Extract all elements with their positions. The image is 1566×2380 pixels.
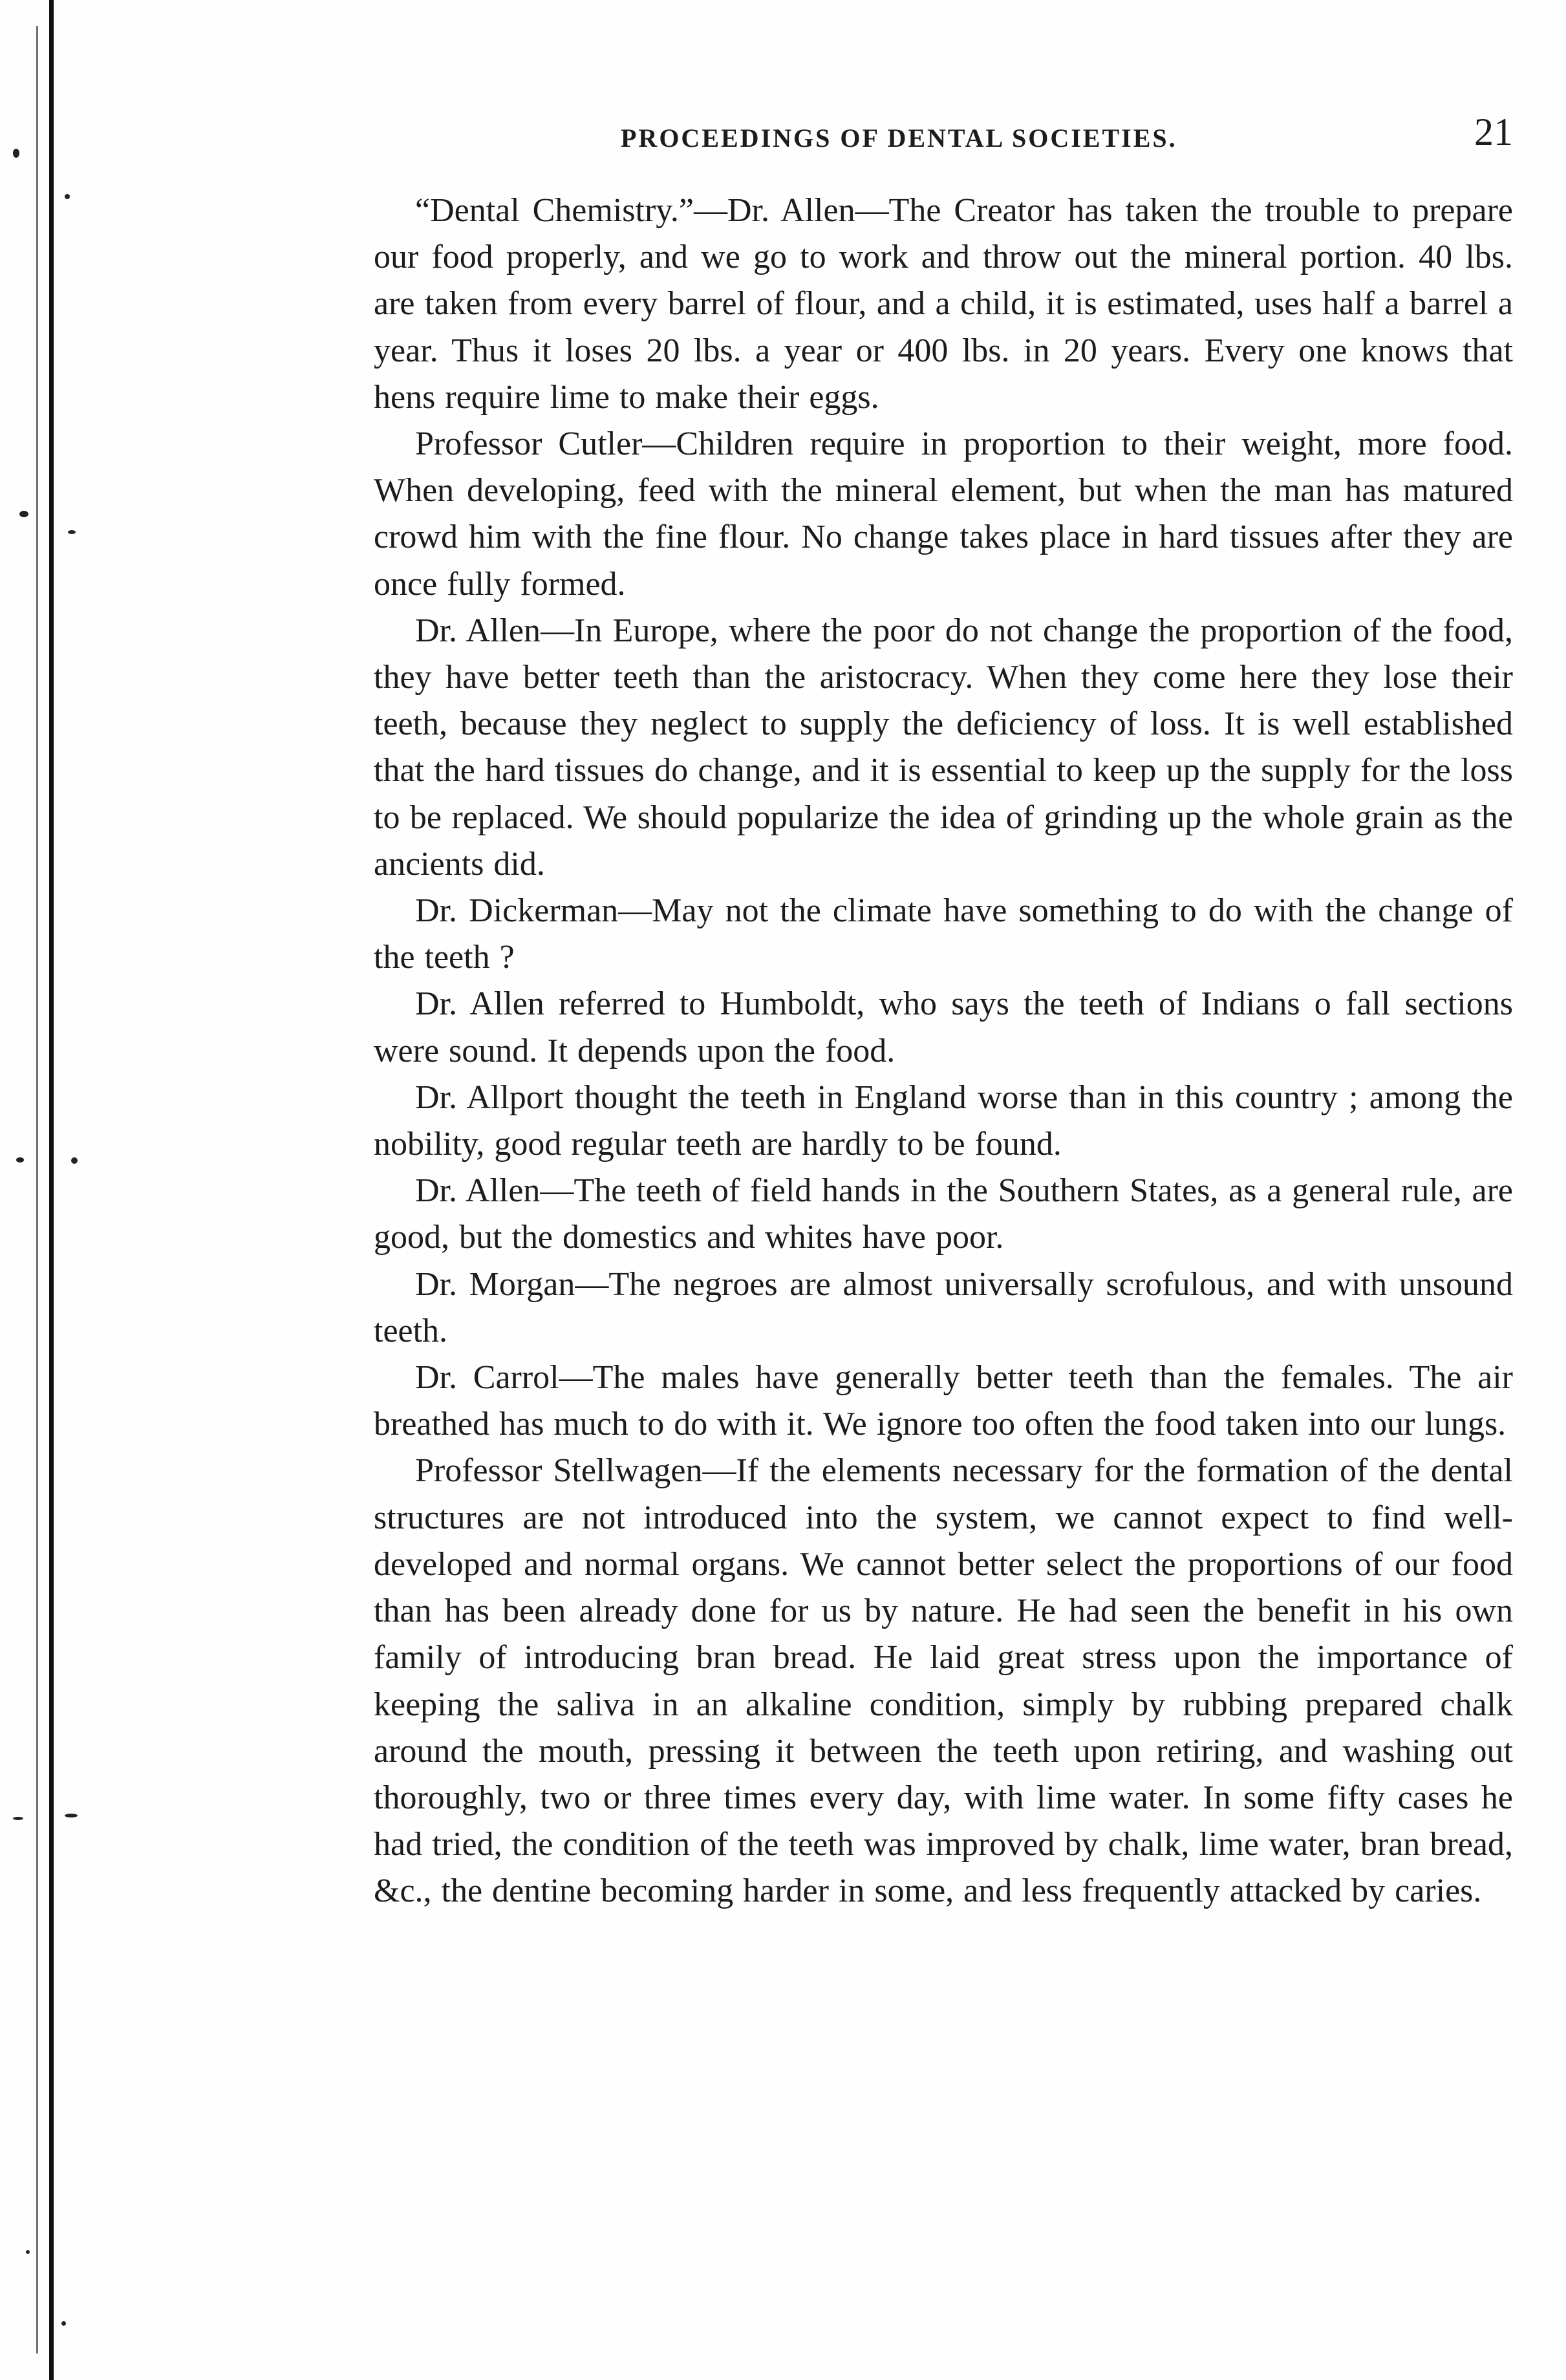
speaker: Dr. Allen— [415, 1172, 574, 1210]
scan-speck [68, 530, 76, 534]
scan-speck [71, 1157, 78, 1164]
body-text [374, 188, 1513, 1915]
paragraph [374, 1075, 1513, 1168]
scan-speck [13, 1817, 23, 1820]
scan-speck [65, 194, 70, 199]
paragraph-text: In Europe, where the poor do not change the proportion of the food, they have better teeth than the aristocracy. When they come here they lose their teeth, because they neglect to supply the deficiency of loss. It is well established that the hard tissues do change, and it is essential to keep up the supply for the loss to be replaced. We should popularize the idea of grinding up the whole grain as the ancients did. [374, 612, 1513, 883]
paragraph-text: If the elements necessary for the formation of the dental structures are not introduced into the system, we cannot expect to find well-developed and normal organs. We cannot better select the proportions of our food than has been already done for us by nature. He had seen the benefit in his own family of introducing bran bread. He laid great stress upon the importance of keeping the saliva in an alkaline condition, simply by rubbing prepared chalk around the mouth, pressing it between the teeth upon retiring, and washing out thoroughly, two or three times every day, with lime water. In some fifty cases he had tried, the condition of the teeth was improved by chalk, lime water, bran bread, &c., the dentine becoming harder in some, and less frequently attacked by caries. [374, 1452, 1513, 1910]
paragraph [374, 888, 1513, 981]
binding-rule [49, 0, 54, 2380]
paragraph-text: May not the climate have something to do with the change of the teeth ? [374, 892, 1513, 976]
speaker: “Dental Chemistry.”—Dr. Allen— [415, 192, 889, 229]
scan-speck [16, 1157, 24, 1163]
paragraph [374, 188, 1513, 421]
page-header [375, 110, 1513, 162]
speaker: Professor Stellwagen— [415, 1452, 736, 1490]
paragraph-text: The negroes are almost universally scrofulous, and with unsound teeth. [374, 1265, 1513, 1349]
paragraph-text: The teeth of field hands in the Southern States, as a general rule, are good, but the domestics and whites have poor. [374, 1172, 1513, 1256]
paragraph-text: The males have generally better teeth than the females. The air breathed has much to do with it. We ignore too often the food taken into our lungs. [374, 1359, 1514, 1443]
scan-speck [19, 511, 28, 517]
paragraph [374, 1355, 1513, 1448]
paragraph-text: The Creator has taken the trouble to prepare our food properly, and we go to work and throw out the mineral portion. 40 lbs. are taken from every barrel of flour, and a child, it is estimated, uses half a barrel a year. Thus it loses 20 lbs. a year or 400 lbs. in 20 years. Every one knows that hens require lime to make their eggs. [374, 192, 1513, 416]
paragraph [374, 981, 1513, 1074]
scan-speck [61, 2321, 66, 2326]
speaker: Dr. Morgan— [415, 1265, 609, 1303]
paragraph-text: referred to Humboldt, who says the teeth of Indians o fall sections were sound. It depends upon the food. [374, 985, 1513, 1069]
paragraph-text: thought the teeth in England worse than in this country ; among the nobility, good regular teeth are hardly to be found. [374, 1078, 1513, 1163]
paragraph [374, 421, 1513, 608]
speaker: Dr. Allport [415, 1078, 564, 1116]
running-head: PROCEEDINGS OF DENTAL SOCIETIES. [621, 123, 1177, 153]
scan-speck [13, 149, 19, 158]
page-binding-edge [0, 0, 78, 2380]
speaker: Professor Cutler— [415, 425, 676, 463]
paragraph [374, 1261, 1513, 1355]
speaker: Dr. Carrol— [415, 1359, 593, 1397]
scan-speck [26, 2250, 30, 2254]
speaker: Dr. Dickerman— [415, 892, 652, 930]
speaker: Dr. Allen [415, 985, 544, 1023]
paragraph [374, 1448, 1513, 1914]
paragraph [374, 608, 1513, 888]
binding-shadow [36, 26, 38, 2353]
paragraph [374, 1168, 1513, 1261]
speaker: Dr. Allen— [415, 612, 574, 649]
page-number: 21 [1474, 111, 1513, 153]
scan-speck [65, 1814, 78, 1817]
paragraph-text: Children require in proportion to their weight, more food. When developing, feed with the mineral element, but when the man has matured crowd him with the fine flour. No change takes place in hard tissues after they are once fully formed. [374, 425, 1513, 603]
